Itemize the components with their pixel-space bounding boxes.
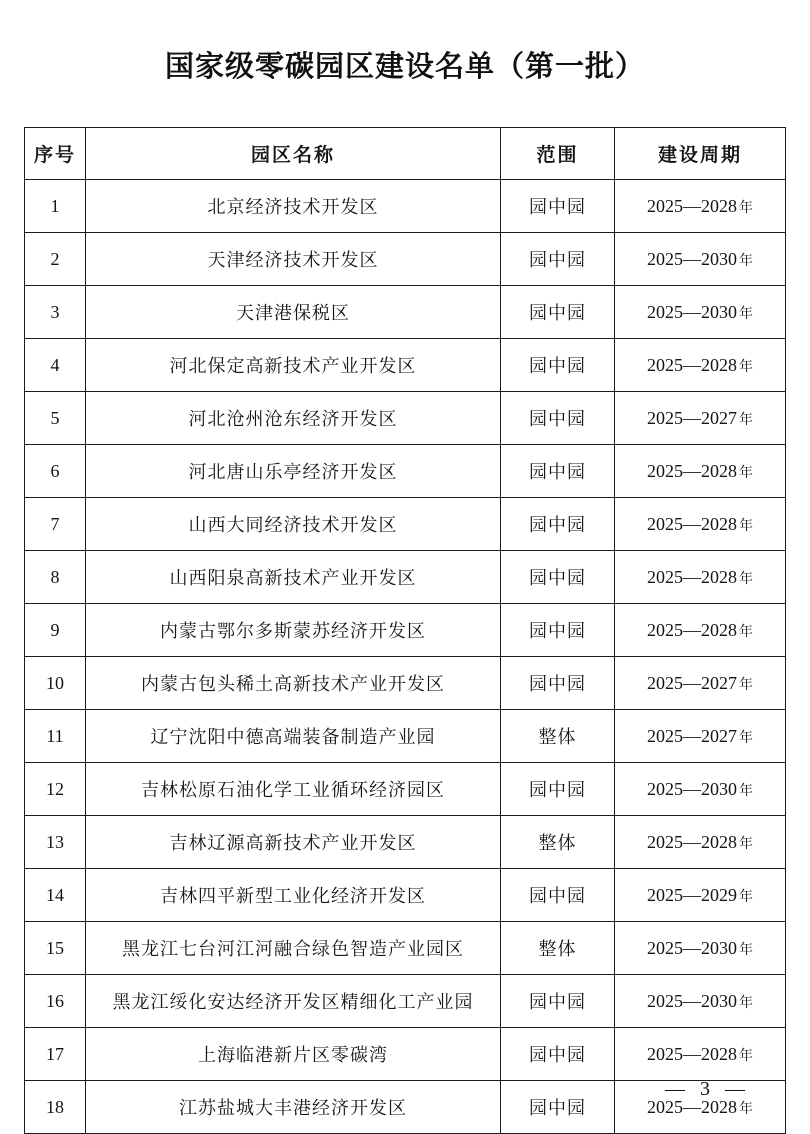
page-number: — 3 — <box>665 1078 750 1100</box>
period-range: 2025—2027 <box>647 407 737 428</box>
cell-period <box>615 975 786 1028</box>
cell-park-name: 上海临港新片区零碳湾 <box>86 1028 501 1081</box>
period-unit: 年 <box>739 253 753 269</box>
cell-index: 13 <box>25 816 86 869</box>
cell-index: 1 <box>25 180 86 233</box>
cell-period <box>615 392 786 445</box>
period-range: 2025—2028 <box>647 354 737 375</box>
cell-scope: 园中园 <box>501 233 615 286</box>
table-row <box>25 869 786 922</box>
cell-park-name: 内蒙古包头稀土高新技术产业开发区 <box>86 657 501 710</box>
cell-index: 18 <box>25 1081 86 1134</box>
cell-park-name: 山西阳泉高新技术产业开发区 <box>86 551 501 604</box>
zero-carbon-park-list-table <box>24 127 786 1134</box>
period-unit: 年 <box>739 677 753 693</box>
cell-period <box>615 763 786 816</box>
period-unit: 年 <box>739 571 753 587</box>
period-unit: 年 <box>739 783 753 799</box>
cell-scope: 园中园 <box>501 763 615 816</box>
column-header-name: 园区名称 <box>86 128 501 180</box>
cell-period <box>615 233 786 286</box>
table-row <box>25 498 786 551</box>
cell-scope: 园中园 <box>501 975 615 1028</box>
period-unit: 年 <box>739 730 753 746</box>
cell-park-name: 河北唐山乐亭经济开发区 <box>86 445 501 498</box>
cell-index: 15 <box>25 922 86 975</box>
table-row <box>25 975 786 1028</box>
cell-period <box>615 445 786 498</box>
cell-scope: 园中园 <box>501 1081 615 1134</box>
cell-period <box>615 551 786 604</box>
table-row <box>25 286 786 339</box>
cell-period <box>615 816 786 869</box>
cell-period <box>615 180 786 233</box>
cell-index: 2 <box>25 233 86 286</box>
cell-index: 7 <box>25 498 86 551</box>
period-unit: 年 <box>739 412 753 428</box>
cell-park-name: 吉林辽源高新技术产业开发区 <box>86 816 501 869</box>
cell-index: 8 <box>25 551 86 604</box>
cell-period <box>615 498 786 551</box>
cell-index: 6 <box>25 445 86 498</box>
period-unit: 年 <box>739 465 753 481</box>
cell-scope: 园中园 <box>501 286 615 339</box>
cell-period <box>615 869 786 922</box>
period-range: 2025—2030 <box>647 301 737 322</box>
cell-index: 4 <box>25 339 86 392</box>
page-title: 国家级零碳园区建设名单（第一批） <box>164 51 645 83</box>
period-unit: 年 <box>739 889 753 905</box>
period-unit: 年 <box>739 306 753 322</box>
table-header-row <box>25 128 786 180</box>
table-row <box>25 816 786 869</box>
cell-scope: 园中园 <box>501 657 615 710</box>
cell-scope: 园中园 <box>501 604 615 657</box>
period-unit: 年 <box>739 200 753 216</box>
cell-scope: 园中园 <box>501 498 615 551</box>
cell-scope: 园中园 <box>501 445 615 498</box>
period-range: 2025—2028 <box>647 831 737 852</box>
column-header-period: 建设周期 <box>615 128 786 180</box>
table-row <box>25 233 786 286</box>
cell-index: 5 <box>25 392 86 445</box>
cell-scope: 园中园 <box>501 551 615 604</box>
table-row <box>25 180 786 233</box>
table-row <box>25 1028 786 1081</box>
period-range: 2025—2028 <box>647 619 737 640</box>
period-range: 2025—2030 <box>647 778 737 799</box>
period-unit: 年 <box>739 1101 753 1117</box>
cell-park-name: 内蒙古鄂尔多斯蒙苏经济开发区 <box>86 604 501 657</box>
cell-period <box>615 710 786 763</box>
cell-park-name: 江苏盐城大丰港经济开发区 <box>86 1081 501 1134</box>
table-row <box>25 710 786 763</box>
period-range: 2025—2030 <box>647 937 737 958</box>
column-header-scope: 范围 <box>501 128 615 180</box>
table-row <box>25 551 786 604</box>
cell-park-name: 天津经济技术开发区 <box>86 233 501 286</box>
cell-scope: 园中园 <box>501 392 615 445</box>
cell-park-name: 辽宁沈阳中德高端装备制造产业园 <box>86 710 501 763</box>
period-range: 2025—2027 <box>647 725 737 746</box>
table-header <box>25 128 786 180</box>
cell-index: 9 <box>25 604 86 657</box>
cell-park-name: 天津港保税区 <box>86 286 501 339</box>
cell-park-name: 河北沧州沧东经济开发区 <box>86 392 501 445</box>
table-row <box>25 392 786 445</box>
cell-index: 12 <box>25 763 86 816</box>
cell-period <box>615 339 786 392</box>
cell-index: 3 <box>25 286 86 339</box>
period-range: 2025—2030 <box>647 248 737 269</box>
cell-scope: 园中园 <box>501 869 615 922</box>
period-unit: 年 <box>739 624 753 640</box>
cell-period <box>615 922 786 975</box>
cell-park-name: 黑龙江七台河江河融合绿色智造产业园区 <box>86 922 501 975</box>
table-row <box>25 657 786 710</box>
cell-period <box>615 286 786 339</box>
cell-index: 10 <box>25 657 86 710</box>
cell-park-name: 河北保定高新技术产业开发区 <box>86 339 501 392</box>
cell-period <box>615 604 786 657</box>
cell-park-name: 吉林四平新型工业化经济开发区 <box>86 869 501 922</box>
period-range: 2025—2028 <box>647 513 737 534</box>
cell-scope: 园中园 <box>501 1028 615 1081</box>
cell-park-name: 山西大同经济技术开发区 <box>86 498 501 551</box>
period-range: 2025—2028 <box>647 566 737 587</box>
period-unit: 年 <box>739 995 753 1011</box>
period-range: 2025—2028 <box>647 1096 737 1117</box>
cell-index: 16 <box>25 975 86 1028</box>
cell-park-name: 北京经济技术开发区 <box>86 180 501 233</box>
period-range: 2025—2027 <box>647 672 737 693</box>
table-row <box>25 922 786 975</box>
period-unit: 年 <box>739 942 753 958</box>
cell-park-name: 黑龙江绥化安达经济开发区精细化工产业园 <box>86 975 501 1028</box>
cell-index: 17 <box>25 1028 86 1081</box>
cell-scope: 整体 <box>501 816 615 869</box>
table-row <box>25 339 786 392</box>
period-unit: 年 <box>739 1048 753 1064</box>
period-range: 2025—2028 <box>647 195 737 216</box>
table-body <box>25 180 786 1134</box>
table-row <box>25 763 786 816</box>
cell-scope: 园中园 <box>501 180 615 233</box>
period-range: 2025—2029 <box>647 884 737 905</box>
period-unit: 年 <box>739 518 753 534</box>
cell-scope: 整体 <box>501 922 615 975</box>
column-header-index: 序号 <box>25 128 86 180</box>
period-range: 2025—2030 <box>647 990 737 1011</box>
table-container <box>24 127 786 1134</box>
cell-index: 11 <box>25 710 86 763</box>
cell-park-name: 吉林松原石油化学工业循环经济园区 <box>86 763 501 816</box>
cell-index: 14 <box>25 869 86 922</box>
period-unit: 年 <box>739 359 753 375</box>
period-range: 2025—2028 <box>647 460 737 481</box>
period-unit: 年 <box>739 836 753 852</box>
table-row <box>25 604 786 657</box>
cell-period <box>615 1028 786 1081</box>
cell-scope: 整体 <box>501 710 615 763</box>
cell-scope: 园中园 <box>501 339 615 392</box>
cell-period <box>615 657 786 710</box>
table-row <box>25 445 786 498</box>
period-range: 2025—2028 <box>647 1043 737 1064</box>
